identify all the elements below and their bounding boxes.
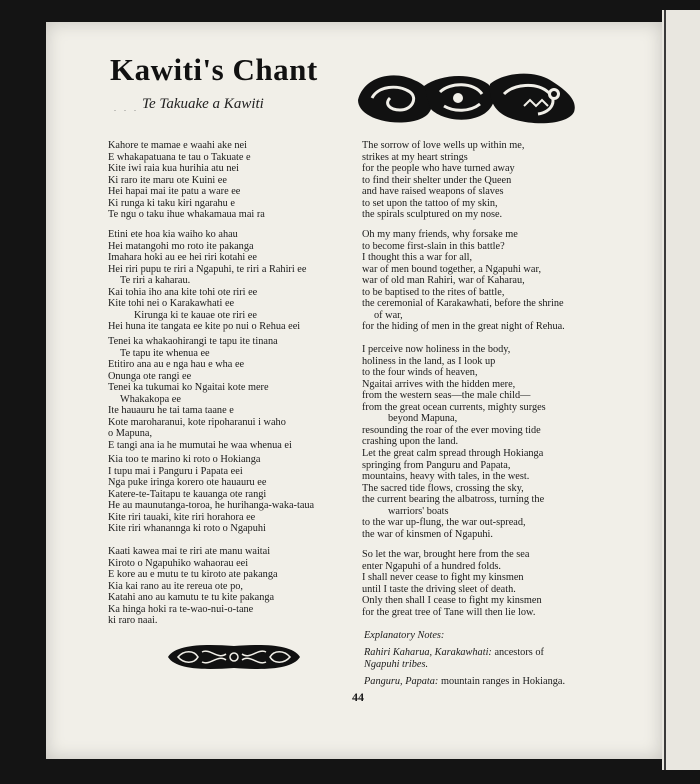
lead-dots: . . .	[114, 104, 139, 113]
verse-line: Only then shall I cease to fight my kinsmen	[362, 595, 542, 606]
verse-line: Kai tohia iho ana kite tohi ote riri ee	[108, 286, 258, 298]
note-2-term: Panguru, Papata:	[364, 675, 439, 687]
verse-line: E whakapatuana te tau o Takuate e	[108, 151, 251, 163]
verse-line: until I taste the driving sleet of death.	[362, 583, 516, 595]
verse-line: Kite riri tauaki, kite riri horahora ee	[108, 511, 256, 523]
verse-line: war of old man Rahiri, war of Kaharau,	[362, 275, 525, 286]
verse-line: resounding the roar of the ever moving tide	[362, 424, 541, 436]
verse-line: for the people who have turned away	[362, 163, 515, 174]
verse-line: Kia too te marino ki roto o Hokianga	[108, 454, 261, 465]
maori-carving-icon	[354, 66, 582, 128]
verse-line: Kiroto o Ngapuhiko wahaorau eei	[108, 557, 249, 569]
page-title: Kawiti's Chant	[110, 52, 318, 87]
verse-line: Kite iwi raia kua hurihia atu nei	[108, 163, 239, 174]
note-1	[364, 647, 614, 672]
verse-line: mountains, heavy with tales, in the west.	[362, 471, 530, 482]
verse-line: Hei matangohi mo roto ite pakanga	[108, 240, 254, 252]
verse-line: holiness in the land, as I look up	[362, 355, 496, 367]
verse-line: from the great ocean currents, mighty surges	[362, 401, 546, 413]
verse-line: Kahore te mamae e waahi ake nei	[108, 140, 247, 151]
verse-line: springing from Panguru and Papata,	[362, 459, 511, 471]
verse-line: to become first-slain in this battle?	[362, 240, 505, 252]
stanza-4-english	[362, 448, 544, 540]
page-subtitle: Te Takuake a Kawiti	[142, 96, 264, 112]
verse-line: The sacred tide flows, crossing the sky,	[362, 482, 524, 494]
verse-line: Katahi ano au kamutu te tu kite pakanga	[108, 592, 275, 603]
verse-line: I perceive now holiness in the body,	[362, 344, 511, 355]
verse-line: to the four winds of heaven,	[362, 367, 478, 378]
verse-line: Te ngu o taku ihue whakamaua mai ra	[108, 209, 265, 220]
note-1-term: Rahiri Kaharua, Karakawhati:	[364, 646, 492, 658]
verse-line: Tenei ka whakaohirangi te tapu ite tinana	[108, 336, 278, 347]
verse-line: o Mapuna,	[108, 428, 153, 439]
stanza-2-english	[362, 229, 565, 333]
verse-line: war of men bound together, a Ngapuhi war,	[362, 263, 542, 275]
verse-line: beyond Mapuna,	[388, 413, 458, 424]
verse-line: Etini ete hoa kia waiho ko ahau	[108, 229, 238, 240]
verse-line: Kia kai rano au ite rereua ote po,	[108, 580, 243, 592]
verse-line: Katere-te-Taitapu te kauanga ote rangi	[108, 488, 267, 500]
verse-line: Imahara hoki au ee hei riri kotahi ee	[108, 252, 257, 263]
notes-heading: Explanatory Notes:	[364, 630, 445, 641]
verse-line: to find their shelter under the Queen	[362, 174, 512, 186]
verse-line: Te tapu ite whenua ee	[120, 347, 210, 359]
verse-line: He au maunutanga-toroa, he hurihanga-waka-taua	[108, 500, 315, 511]
verse-line: for the hiding of men in the great night of Rehua.	[362, 321, 565, 332]
note-2	[364, 676, 614, 689]
verse-line: ki raro naai.	[108, 615, 158, 626]
verse-line: crashing upon the land.	[362, 436, 459, 447]
verse-line: Hei riri pupu te riri a Ngapuhi, te riri a Rahiri ee	[108, 263, 307, 275]
verse-line: Oh my many friends, why forsake me	[362, 229, 518, 240]
verse-line: Nga puke iringa korero ote hauauru ee	[108, 477, 267, 488]
verse-line: enter Ngapuhi of a hundred folds.	[362, 560, 501, 572]
verse-line: I tupu mai i Panguru i Papata eei	[108, 465, 243, 477]
explanatory-notes	[364, 630, 614, 692]
verse-line: Ki runga ki taku kiri ngarahu e	[108, 197, 235, 209]
verse-line: Ite hauauru he tai tama taane e	[108, 405, 234, 416]
adjacent-page-edge	[662, 10, 700, 770]
verse-line: E kore au e mutu te tu kiroto ate pakanga	[108, 569, 278, 580]
stanza-1-maori	[108, 140, 265, 221]
verse-line: The sorrow of love wells up within me,	[362, 140, 525, 151]
stanza-3-english	[362, 344, 546, 448]
verse-line: So let the war, brought here from the sea	[362, 549, 530, 560]
verse-line: Kite tohi nei o Karakawhati ee	[108, 298, 235, 309]
verse-line: the current bearing the albatross, turning the	[362, 494, 545, 505]
verse-line: Ki raro ite maru ote Kuini ee	[108, 174, 227, 186]
verse-line: Onunga ote rangi ee	[108, 370, 192, 382]
note-1-tail: Ngapuhi tribes.	[364, 659, 429, 670]
verse-line: Hei huna ite tangata ee kite po nui o Rehua eei	[108, 321, 301, 332]
verse-line: for the great tree of Tane will then lie low.	[362, 606, 536, 618]
stanza-4-maori	[108, 454, 314, 535]
verse-line: Kaati kawea mai te riri ate manu waitai	[108, 546, 271, 557]
verse-line: Tenei ka tukumai ko Ngaitai kote mere	[108, 382, 269, 393]
note-1-text: ancestors of	[494, 646, 544, 658]
verse-line: Whakakopa ee	[120, 393, 181, 405]
stanza-3-maori	[108, 336, 292, 451]
verse-line: from the western seas—the male child—	[362, 390, 531, 401]
verse-line: Hei hapai mai ite patu a ware ee	[108, 186, 241, 197]
page	[46, 22, 662, 759]
verse-line: and have raised weapons of slaves	[362, 186, 504, 197]
verse-line: to be baptised to the rites of battle,	[362, 286, 505, 298]
verse-line: I thought this a war for all,	[362, 252, 473, 263]
verse-line: warriors' boats	[388, 505, 449, 517]
verse-line: Etitiro ana au e nga hau e wha ee	[108, 359, 245, 370]
verse-line: of war,	[374, 309, 403, 321]
verse-line: Kote maroharanui, kote ripoharanui i waho	[108, 416, 286, 428]
verse-line: to set upon the tattoo of my skin,	[362, 197, 498, 209]
note-2-text: mountain ranges in Hokianga.	[440, 675, 566, 687]
ornament-band-icon	[166, 642, 302, 672]
stanza-5-english	[362, 549, 542, 618]
stanza-2-maori	[108, 229, 306, 333]
verse-line: Ngaitai arrives with the hidden mere,	[362, 378, 516, 390]
verse-line: Ka hinga hoki ra te-wao-nui-o-tane	[108, 603, 254, 615]
verse-line: Let the great calm spread through Hokianga	[362, 448, 544, 459]
verse-line: to the war up-flung, the war out-spread,	[362, 517, 526, 528]
page-number: 44	[352, 690, 364, 704]
verse-line: the spirals sculptured on my nose.	[362, 209, 503, 220]
verse-line: Kirunga ki te kauae ote riri ee	[134, 309, 257, 321]
stanza-5-maori	[108, 546, 278, 627]
verse-line: the ceremonial of Karakawhati, before the shrine	[362, 298, 564, 309]
verse-line: Te riri a kaharau.	[120, 275, 191, 286]
verse-line: Kite riri whanannga ki roto o Ngapuhi	[108, 523, 266, 534]
verse-line: the war of kinsmen of Ngapuhi.	[362, 528, 493, 540]
verse-line: I shall never cease to fight my kinsmen	[362, 572, 524, 583]
verse-line: E tangi ana ia he mumutai he waa whenua ei	[108, 439, 292, 451]
stanza-1-english	[362, 140, 524, 221]
verse-line: strikes at my heart strings	[362, 151, 468, 163]
